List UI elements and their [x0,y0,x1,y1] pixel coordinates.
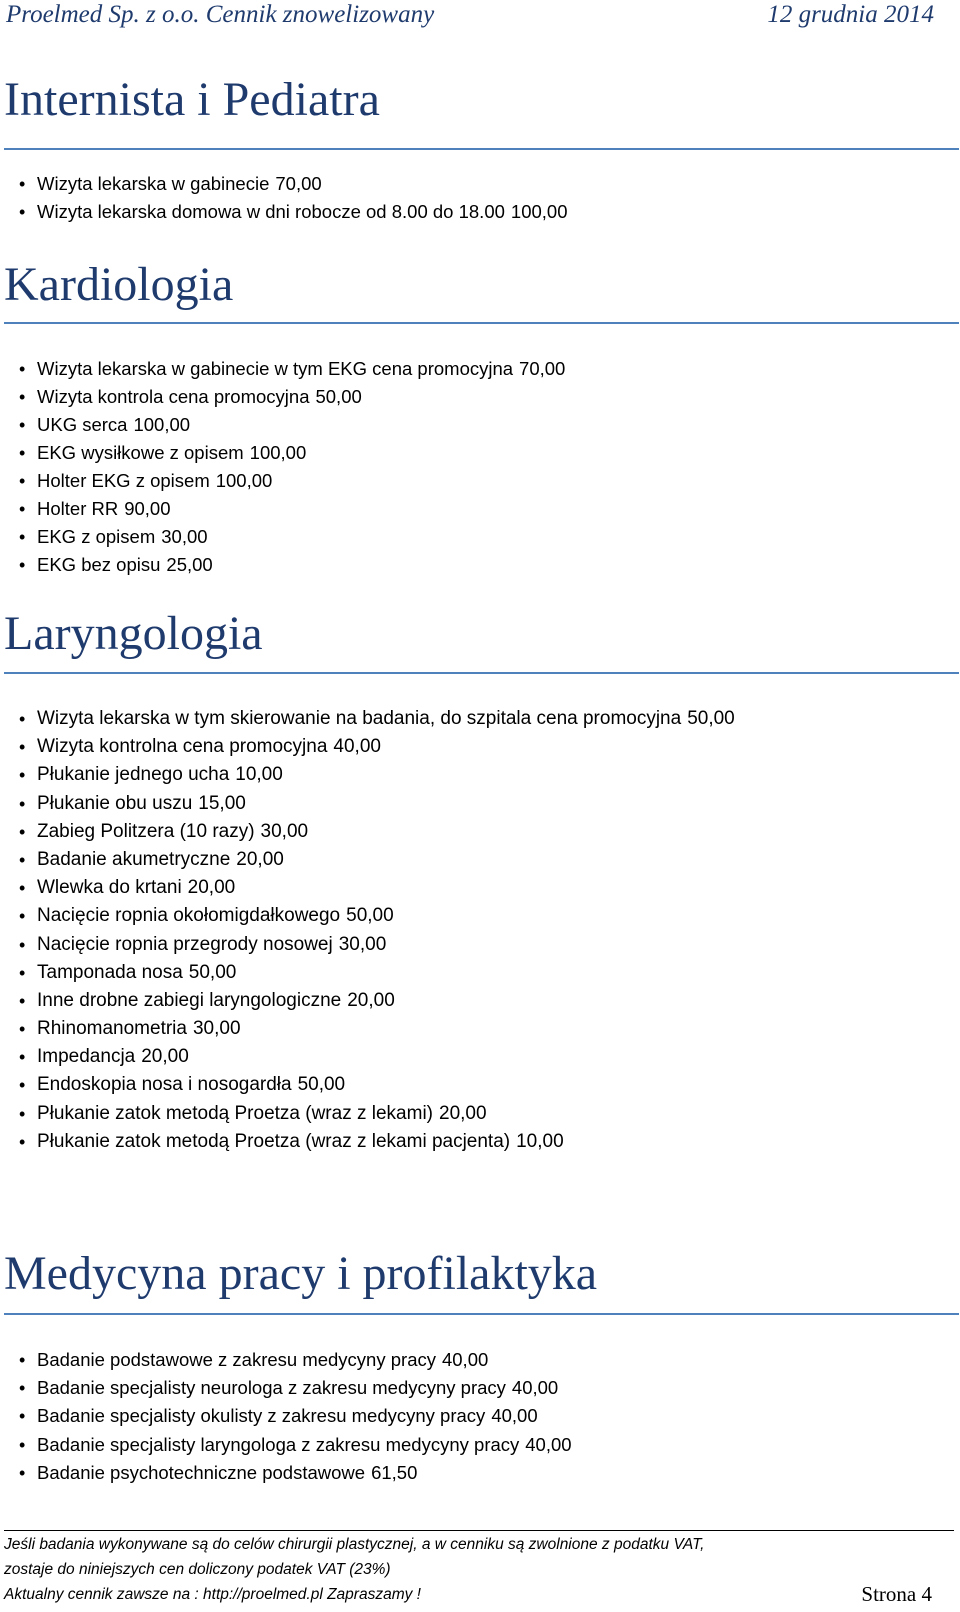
list-item: • Rhinomanometria 30,00 [19,1015,735,1043]
list-item: • Wlewka do krtani 20,00 [19,874,735,902]
list-item: • Płukanie obu uszu 15,00 [19,790,735,818]
section-divider [4,148,959,150]
list-item: • Impedancja 20,00 [19,1043,735,1071]
page-header [6,0,934,30]
list-item: • Nacięcie ropnia przegrody nosowej 30,00 [19,931,735,959]
list-item: • Holter EKG z opisem 100,00 [19,467,565,495]
list-item: • Płukanie jednego ucha 10,00 [19,761,735,789]
section-divider [4,672,959,674]
list-item: • Zabieg Politzera (10 razy) 30,00 [19,818,735,846]
header-date: 12 grudnia 2014 [767,1,934,28]
header-title: Proelmed Sp. z o.o. Cennik znowelizowany [6,1,435,28]
section-divider [4,322,959,324]
price-list-medycyna-pracy [19,1346,572,1487]
price-list-kardiologia [19,355,565,579]
price-list-laryngologia [19,705,735,1156]
list-item: • Tamponada nosa 50,00 [19,959,735,987]
list-item: • EKG bez opisu 25,00 [19,551,565,579]
list-item: • Badanie akumetryczne 20,00 [19,846,735,874]
price-list-internista [19,170,568,226]
footer-divider [4,1530,954,1531]
list-item: • Inne drobne zabiegi laryngologiczne 20,00 [19,987,735,1015]
list-item: • UKG serca 100,00 [19,411,565,439]
list-item: • EKG z opisem 30,00 [19,523,565,551]
list-item: • Badanie specjalisty okulisty z zakresu medycyny pracy 40,00 [19,1402,572,1430]
list-item: • Nacięcie ropnia okołomigdałkowego 50,00 [19,902,735,930]
list-item: • Wizyta lekarska w tym skierowanie na badania, do szpitala cena promocyjna 50,00 [19,705,735,733]
list-item: • Wizyta kontrolna cena promocyjna 40,00 [19,733,735,761]
section-title-kardiologia: Kardiologia [4,258,234,311]
list-item: • Badanie specjalisty laryngologa z zakresu medycyny pracy 40,00 [19,1431,572,1459]
list-item: • Wizyta kontrola cena promocyjna 50,00 [19,383,565,411]
list-item: • Holter RR 90,00 [19,495,565,523]
list-item: • Wizyta lekarska w gabinecie w tym EKG cena promocyjna 70,00 [19,355,565,383]
section-title-medycyna-pracy: Medycyna pracy i profilaktyka [4,1247,598,1300]
list-item: • Wizyta lekarska domowa w dni robocze od 8.00 do 18.00 100,00 [19,198,568,226]
list-item: • Endoskopia nosa i nosogardła 50,00 [19,1071,735,1099]
footer-website-line: Aktualny cennik zawsze na : http://proelmed.pl Zapraszamy ! [4,1586,421,1603]
list-item: • EKG wysiłkowe z opisem 100,00 [19,439,565,467]
section-title-laryngologia: Laryngologia [4,607,263,660]
page-footer [4,1532,934,1607]
list-item: • Badanie psychotechniczne podstawowe 61,50 [19,1459,572,1487]
section-divider [4,1313,959,1315]
page-number: Strona 4 [861,1582,932,1606]
list-item: • Płukanie zatok metodą Proetza (wraz z lekami) 20,00 [19,1100,735,1128]
footer-note-line1: Jeśli badania wykonywane są do celów chirurgii plastycznej, a w cenniku są zwolnione z podatku VAT, [4,1536,705,1553]
list-item: • Badanie podstawowe z zakresu medycyny pracy 40,00 [19,1346,572,1374]
list-item: • Badanie specjalisty neurologa z zakresu medycyny pracy 40,00 [19,1374,572,1402]
list-item: • Wizyta lekarska w gabinecie 70,00 [19,170,568,198]
list-item: • Płukanie zatok metodą Proetza (wraz z lekami pacjenta) 10,00 [19,1128,735,1156]
section-title-internista: Internista i Pediatra [4,73,380,126]
footer-note-line2: zostaje do niniejszych cen doliczony podatek VAT (23%) [4,1561,391,1578]
